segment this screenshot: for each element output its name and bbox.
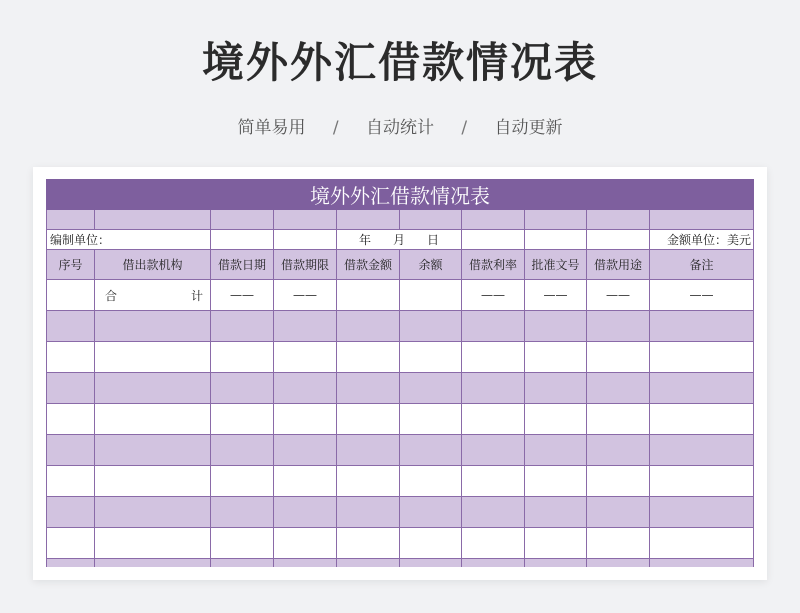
cell[interactable] [400,210,462,230]
cell[interactable] [525,404,587,435]
cell[interactable] [462,230,525,250]
cell[interactable] [587,528,650,559]
cell[interactable] [47,373,95,404]
column-header[interactable]: 批准文号 [525,250,587,280]
cell[interactable] [650,342,754,373]
spreadsheet-card [33,167,767,580]
cell[interactable] [462,528,525,559]
subtitle [0,113,800,138]
sheet-title-row [47,180,754,210]
cell[interactable] [462,497,525,528]
cell[interactable] [274,342,337,373]
column-header[interactable]: 借款期限 [274,250,337,280]
cell[interactable] [211,210,274,230]
cell[interactable] [211,311,274,342]
cell[interactable] [211,404,274,435]
cell[interactable] [274,404,337,435]
cell[interactable] [337,559,400,568]
table-row [47,497,754,528]
cell[interactable] [587,435,650,466]
cell[interactable] [274,497,337,528]
column-header[interactable]: 余额 [400,250,462,280]
cell[interactable] [587,497,650,528]
table-row [47,404,754,435]
cell[interactable] [650,210,754,230]
cell[interactable] [587,559,650,568]
cell[interactable] [211,435,274,466]
day-label: 日 [427,233,440,247]
separator: / [461,118,468,138]
cell[interactable] [525,230,587,250]
cell[interactable] [95,559,211,568]
cell[interactable] [337,210,400,230]
cell[interactable] [337,435,400,466]
cell[interactable] [400,466,462,497]
dash-cell[interactable]: —— [211,280,274,311]
cell[interactable] [400,280,462,311]
cell[interactable] [95,311,211,342]
cell[interactable] [274,466,337,497]
cell[interactable] [274,230,337,250]
cell[interactable] [650,497,754,528]
cell[interactable] [211,466,274,497]
cell[interactable] [400,497,462,528]
blank-row [47,210,754,230]
cell[interactable] [400,373,462,404]
cell[interactable] [337,311,400,342]
dash-cell[interactable]: —— [587,280,650,311]
cell[interactable] [95,210,211,230]
cell[interactable] [462,311,525,342]
cell[interactable] [525,311,587,342]
cell[interactable] [462,435,525,466]
cell[interactable] [95,404,211,435]
column-header[interactable]: 借出款机构 [95,250,211,280]
cell[interactable] [47,497,95,528]
cell[interactable] [462,373,525,404]
cell[interactable] [525,373,587,404]
cell[interactable] [462,404,525,435]
cell[interactable] [525,342,587,373]
cell[interactable] [47,311,95,342]
dash-cell[interactable]: —— [462,280,525,311]
header-row [47,250,754,280]
cell[interactable] [462,210,525,230]
table-row [47,435,754,466]
cell[interactable] [337,497,400,528]
cell[interactable] [337,280,400,311]
dash-cell[interactable]: —— [525,280,587,311]
cell[interactable] [274,559,337,568]
cell[interactable] [400,404,462,435]
dash-cell[interactable]: —— [650,280,754,311]
cell[interactable] [587,373,650,404]
column-header[interactable]: 借款利率 [462,250,525,280]
cell[interactable] [47,466,95,497]
cell[interactable] [400,559,462,568]
cell[interactable] [462,559,525,568]
cell[interactable] [95,373,211,404]
table-row [47,559,754,568]
cell[interactable] [211,342,274,373]
year-label: 年 [358,233,371,247]
compiler-label[interactable]: 编制单位： [47,230,211,250]
cell[interactable] [274,311,337,342]
cell[interactable] [650,311,754,342]
cell[interactable] [274,435,337,466]
cell[interactable] [650,373,754,404]
loan-table [46,179,754,567]
feature-auto-update: 自动更新 [494,118,563,138]
page-title: 境外外汇借款情况表 [201,38,598,87]
cell[interactable] [587,342,650,373]
column-header[interactable]: 备注 [650,250,754,280]
total-label-right: 计 [190,288,203,303]
cell[interactable] [650,559,754,568]
cell[interactable] [337,404,400,435]
cell[interactable] [650,435,754,466]
table-row [47,528,754,559]
cell[interactable] [400,311,462,342]
cell[interactable] [95,435,211,466]
total-label-left: 合 [105,288,118,303]
column-header[interactable]: 序号 [47,250,95,280]
cell[interactable] [650,528,754,559]
cell[interactable] [525,435,587,466]
cell[interactable] [95,466,211,497]
month-label: 月 [392,233,405,247]
cell[interactable] [274,373,337,404]
cell[interactable] [587,230,650,250]
cell[interactable] [95,497,211,528]
table-row [47,466,754,497]
table-row [47,373,754,404]
cell[interactable] [587,404,650,435]
unit-label[interactable]: 金额单位：美元 [650,230,754,250]
cell[interactable] [337,528,400,559]
cell[interactable] [337,373,400,404]
cell[interactable] [525,210,587,230]
cell[interactable] [650,404,754,435]
cell[interactable] [587,466,650,497]
spreadsheet [46,179,754,567]
table-row [47,311,754,342]
cell[interactable] [211,559,274,568]
cell[interactable] [211,230,274,250]
cell[interactable] [47,528,95,559]
cell[interactable] [525,559,587,568]
column-header[interactable]: 借款日期 [211,250,274,280]
cell[interactable] [337,342,400,373]
cell[interactable] [274,528,337,559]
cell[interactable] [400,435,462,466]
cell[interactable] [211,497,274,528]
cell[interactable] [47,342,95,373]
cell[interactable] [587,311,650,342]
cell[interactable] [47,435,95,466]
total-row [47,280,754,311]
table-row [47,342,754,373]
cell[interactable] [211,528,274,559]
cell[interactable] [525,466,587,497]
column-header[interactable]: 借款用途 [587,250,650,280]
date-cell[interactable] [337,230,462,250]
cell[interactable] [462,342,525,373]
cell[interactable] [525,497,587,528]
cell[interactable] [400,342,462,373]
cell[interactable] [47,404,95,435]
total-label-cell[interactable] [95,280,211,311]
feature-easy: 简单易用 [237,118,306,138]
cell[interactable] [211,373,274,404]
dash-cell[interactable]: —— [274,280,337,311]
cell[interactable] [462,466,525,497]
cell[interactable] [95,528,211,559]
separator: / [332,118,339,138]
cell[interactable] [47,210,95,230]
cell[interactable] [274,210,337,230]
column-header[interactable]: 借款金额 [337,250,400,280]
cell[interactable] [587,210,650,230]
cell[interactable] [400,528,462,559]
cell[interactable] [650,466,754,497]
info-row [47,230,754,250]
cell[interactable] [47,559,95,568]
cell[interactable] [95,342,211,373]
cell[interactable] [525,528,587,559]
sheet-title[interactable]: 境外外汇借款情况表 [47,180,754,210]
cell[interactable] [337,466,400,497]
feature-auto-stat: 自动统计 [366,118,434,138]
cell[interactable] [47,280,95,311]
